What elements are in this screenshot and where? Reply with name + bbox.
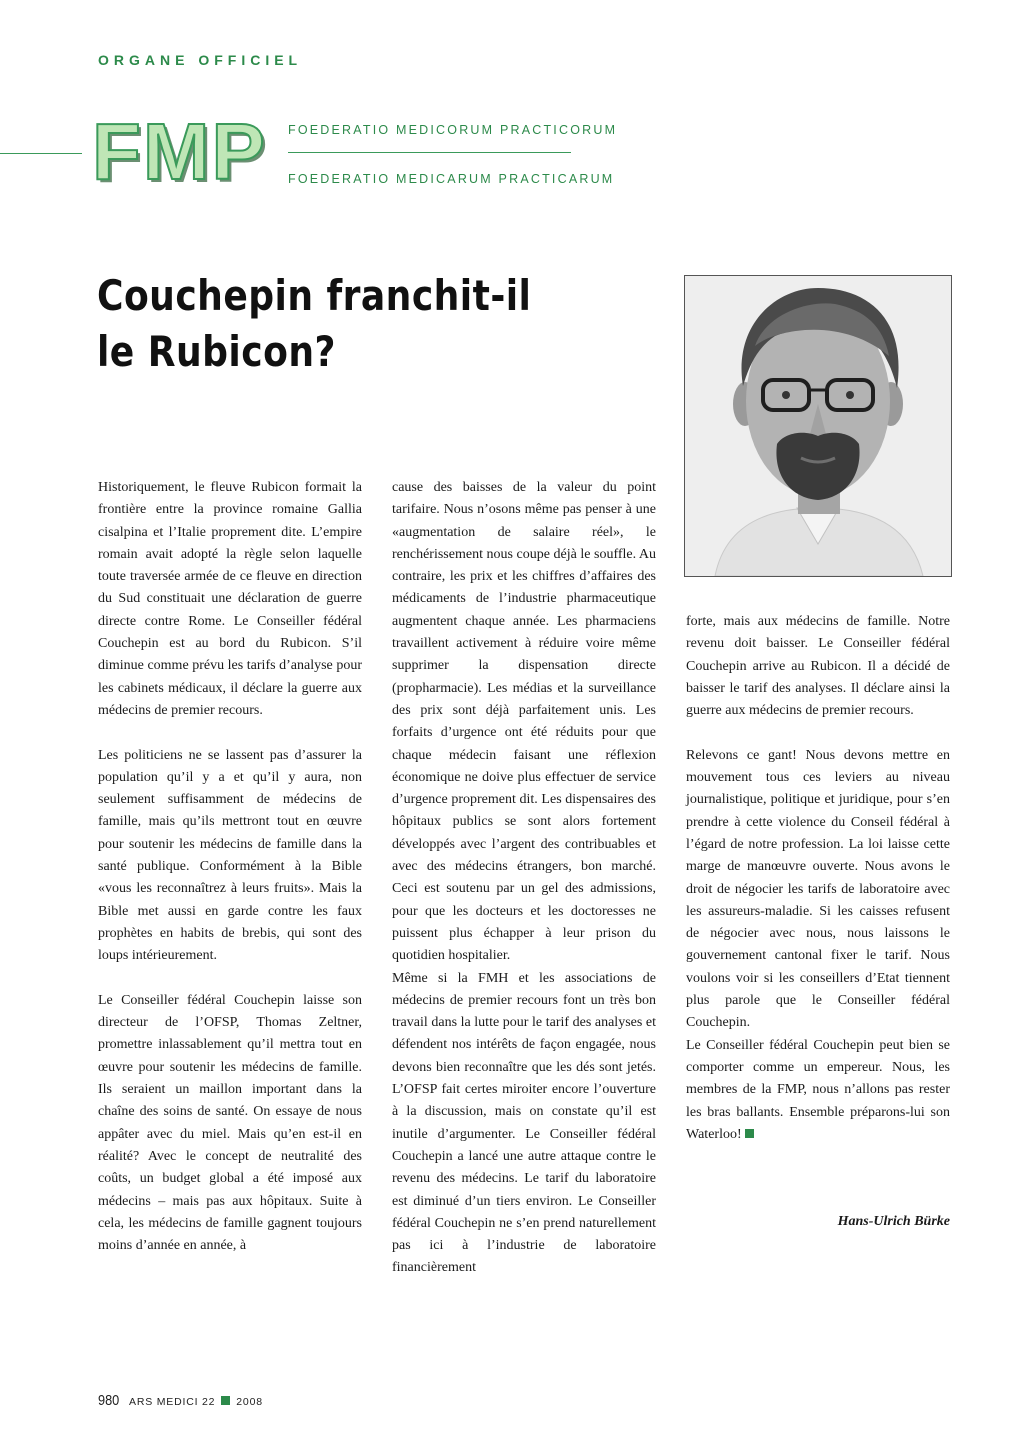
fmp-logo: FMP xyxy=(92,107,267,196)
paragraph: Relevons ce gant! Nous devons mettre en mouvement tous ces leviers au niveau journalistique, politique et juridique, pour s’en prendre à cette violence du Conseil fédéral à l’égard de notre profession. La loi laisse cette marge de manœuvre ouverte. Nous avons le droit de négocier les tarifs de laboratoire avec les assureurs-maladie. Si les caisses refusent de négocier avec nous, nous laissons le gouvernement cantonal fixer le tarif. Nous voulons voir si les conseillers d’Etat tiennent plus parole que le Conseiller fédéral Couchepin. xyxy=(686,747,950,1031)
paragraph: Même si la FMH et les associations de médecins de premier recours font un très bon travail dans la lutte pour le tarif des analyses et défendent nos intérêts de façon engagée, nous devons bien reconnaître que les dés sont jetés. L’OFSP fait certes miroiter encore l’ouverture à la discussion, mais on constate qu’il est inutile d’argumenter. Le Conseiller fédéral Couchepin a lancé une autre attaque contre le revenu des médecins. Le tarif du laboratoire est diminué d’un tiers environ. Le Conseiller fédéral Couchepin ne s’en prend naturellement pas ici à l’industrie de laboratoire financièrement xyxy=(392,970,656,1276)
article-column-3 xyxy=(686,611,950,1146)
federation-name-feminine: FOEDERATIO MEDICARUM PRACTICARUM xyxy=(288,172,615,186)
page-footer xyxy=(98,1392,263,1409)
paragraph: cause des baisses de la valeur du point tarifaire. Nous n’osons même pas penser à une «augmentation de salaire réel», le renchérissement nous coupe déjà le souffle. Au contraire, les prix et les chiffres d’affaires des médicaments de l’industrie pharmaceutique augmentent chaque année. Les pharmaciens travaillent activement à réduire voire même supprimer la dispensation directe (propharmacie). Les médias et la surveillance des prix sont déjà parfaitement unis. Les forfaits d’urgence ont été réduits pour que chaque médecin faisant une réflexion économique ne doive plus effectuer de service d’urgence proprement dit. Les dispensaires des hôpitaux publics se sont alors fortement développés avec l’argent des contribuables et avec des médecins étrangers, bon marché. Ceci est soutenu par un gel des admissions, pour que les docteurs et les doctoresses ne puissent plus échapper à leur prison du quotidien hospitalier. xyxy=(392,480,656,964)
paragraph-final xyxy=(686,1035,950,1146)
section-kicker: ORGANE OFFICIEL xyxy=(98,52,303,68)
page-number: 980 xyxy=(98,1392,120,1409)
paragraph: forte, mais aux médecins de famille. Notre revenu doit baisser. Le Conseiller fédéral Couchepin arrive au Rubicon. Il a décidé de baisser le tarif des analyses. Il déclare ainsi la guerre aux médecins de premier recours. xyxy=(686,614,950,719)
article-column-1 xyxy=(98,477,362,1257)
article-column-2 xyxy=(392,477,656,1280)
author-portrait xyxy=(684,275,952,577)
footer-square-icon xyxy=(221,1396,230,1405)
article-title-line-2: le Rubicon? xyxy=(97,327,336,376)
article-title xyxy=(97,268,531,380)
article-author: Hans-Ulrich Bürke xyxy=(837,1214,950,1229)
header-rule xyxy=(288,152,571,153)
header-rule-left xyxy=(0,153,82,154)
article-title-line-1: Couchepin franchit-il xyxy=(97,271,532,320)
closing-text: Le Conseiller fédéral Couchepin peut bien se comporter comme un empereur. Nous, les membres de la FMP, nous n’allons pas rester les bras ballants. Ensemble préparons-lui son Waterloo! xyxy=(686,1037,950,1142)
journal-name: ARS MEDICI 22 xyxy=(129,1396,216,1408)
end-mark-icon xyxy=(745,1129,754,1138)
issue-year: 2008 xyxy=(236,1396,263,1408)
portrait-illustration xyxy=(685,276,951,576)
federation-name-masculine: FOEDERATIO MEDICORUM PRACTICORUM xyxy=(288,123,618,137)
paragraph: Historiquement, le fleuve Rubicon formait la frontière entre la province romaine Gallia cisalpina et l’Italie proprement dite. L’empire romain avait adopté la règle selon laquelle toute traversée armée de ce fleuve en direction du Sud constituait une déclaration de guerre directe contre Rome. Le Conseiller fédéral Couchepin est au bord du Rubicon. S’il diminue comme prévu les tarifs d’analyse pour les cabinets médicaux, il déclare la guerre aux médecins de premier recours. xyxy=(98,480,362,718)
paragraph: Le Conseiller fédéral Couchepin laisse son directeur de l’OFSP, Thomas Zeltner, promettre inlassablement qu’il mettra tout en œuvre pour soutenir les médecins de famille. Ils seraient un maillon important dans la chaîne des soins de santé. On essaye de nous appâter avec du miel. Mais qu’en est-il en réalité? Avec le concept de neutralité des coûts, un budget global a été imposé aux médecins – mais pas aux hôpitaux. Suite à cela, les médecins de famille gagnent toujours moins d’année en année, à xyxy=(98,992,362,1254)
paragraph: Les politiciens ne se lassent pas d’assurer la population qu’il y a et qu’il y aura, non seulement suffisamment de médecins de famille, mais qu’ils mettront tout en œuvre pour soutenir les médecins de famille dans la santé publique. Conformément à la Bible «vous les reconnaîtrez à leurs fruits». Mais la Bible met aussi en garde contre les faux prophètes en habits de brebis, qui sont des loups intérieurement. xyxy=(98,747,362,964)
